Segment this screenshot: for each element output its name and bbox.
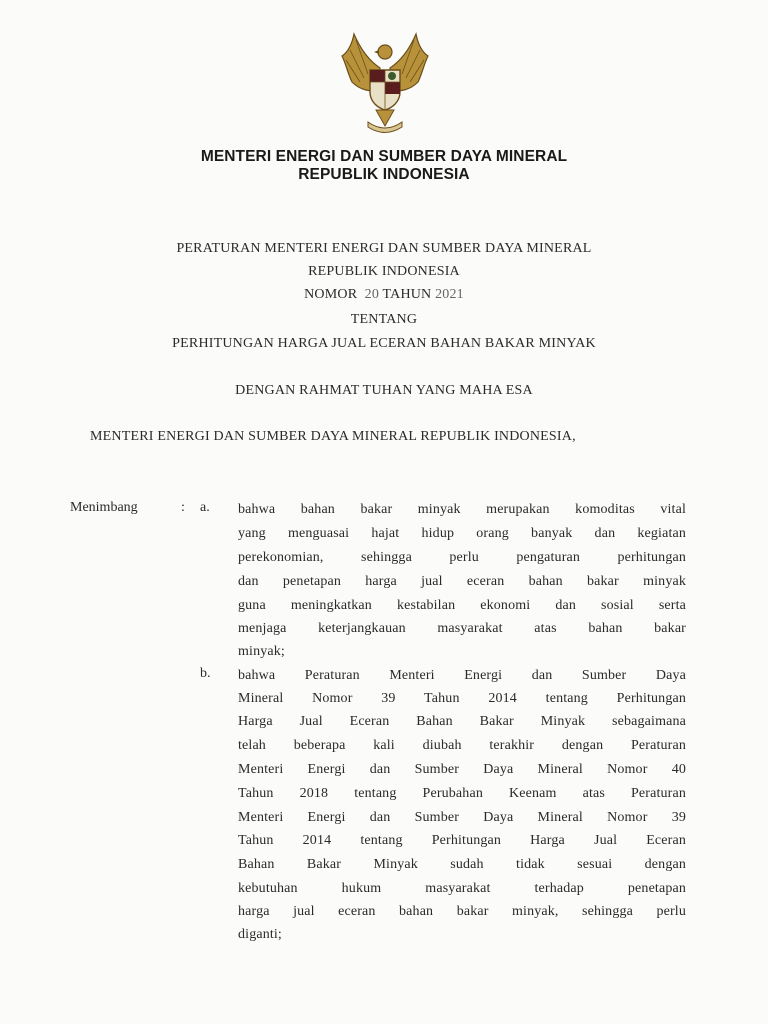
item-a-line: menjaga keterjangkauan masyarakat atas bahan bakar — [238, 621, 686, 636]
item-a-line: yang menguasai hajat hidup orang banyak dan kegiatan — [238, 526, 686, 541]
nomor-label: NOMOR — [304, 287, 358, 302]
item-marker-b: b. — [200, 666, 211, 681]
menimbang-label: Menimbang — [70, 500, 138, 515]
authority-line: MENTERI ENERGI DAN SUMBER DAYA MINERAL REPUBLIK INDONESIA, — [90, 429, 576, 444]
ministry-country: REPUBLIK INDONESIA — [298, 166, 470, 183]
ministry-name: MENTERI ENERGI DAN SUMBER DAYA MINERAL — [200, 148, 568, 165]
item-b-line: Harga Jual Eceran Bahan Bakar Minyak sebagaimana — [238, 714, 686, 729]
item-a-line: perekonomian, sehingga perlu pengaturan perhitungan — [238, 550, 686, 565]
invocation: DENGAN RAHMAT TUHAN YANG MAHA ESA — [235, 383, 533, 398]
item-b-line: telah beberapa kali diubah terakhir dengan Peraturan — [238, 738, 686, 753]
item-b-line: Tahun 2018 tentang Perubahan Keenam atas Peraturan — [238, 786, 686, 801]
regulation-title: PERATURAN MENTERI ENERGI DAN SUMBER DAYA MINERAL — [176, 241, 592, 256]
item-a-line: dan penetapan harga jual eceran bahan bakar minyak — [238, 574, 686, 589]
item-a-line: bahwa bahan bakar minyak merupakan komoditas vital — [238, 502, 686, 517]
garuda-emblem-icon — [330, 30, 440, 140]
item-a-line: guna meningkatkan kestabilan ekonomi dan sosial serta — [238, 598, 686, 613]
item-b-line: harga jual eceran bahan bakar minyak, sehingga perlu — [238, 904, 686, 919]
item-b-line: diganti; — [238, 927, 282, 942]
regulation-number — [0, 287, 768, 303]
item-b-line: bahwa Peraturan Menteri Energi dan Sumber Daya — [238, 668, 686, 683]
tentang-heading: TENTANG — [350, 312, 418, 327]
item-marker-a: a. — [200, 500, 210, 515]
item-a-line: minyak; — [238, 644, 285, 659]
item-b-line: Bahan Bakar Minyak sudah tidak sesuai dengan — [238, 857, 686, 872]
tahun-label: TAHUN — [382, 287, 432, 302]
menimbang-colon: : — [181, 500, 185, 515]
item-b-line: Tahun 2014 tentang Perhitungan Harga Jual Eceran — [238, 833, 686, 848]
item-b-line: Mineral Nomor 39 Tahun 2014 tentang Perhitungan — [238, 691, 686, 706]
regulation-country: REPUBLIK INDONESIA — [308, 264, 460, 279]
tahun-value: 2021 — [435, 287, 464, 302]
nomor-value: 20 — [364, 287, 380, 302]
item-b-line: Menteri Energi dan Sumber Daya Mineral Nomor 40 — [238, 762, 686, 777]
item-b-line: Menteri Energi dan Sumber Daya Mineral Nomor 39 — [238, 810, 686, 825]
regulation-subject: PERHITUNGAN HARGA JUAL ECERAN BAHAN BAKAR MINYAK — [172, 336, 596, 351]
item-b-line: kebutuhan hukum masyarakat terhadap penetapan — [238, 881, 686, 896]
